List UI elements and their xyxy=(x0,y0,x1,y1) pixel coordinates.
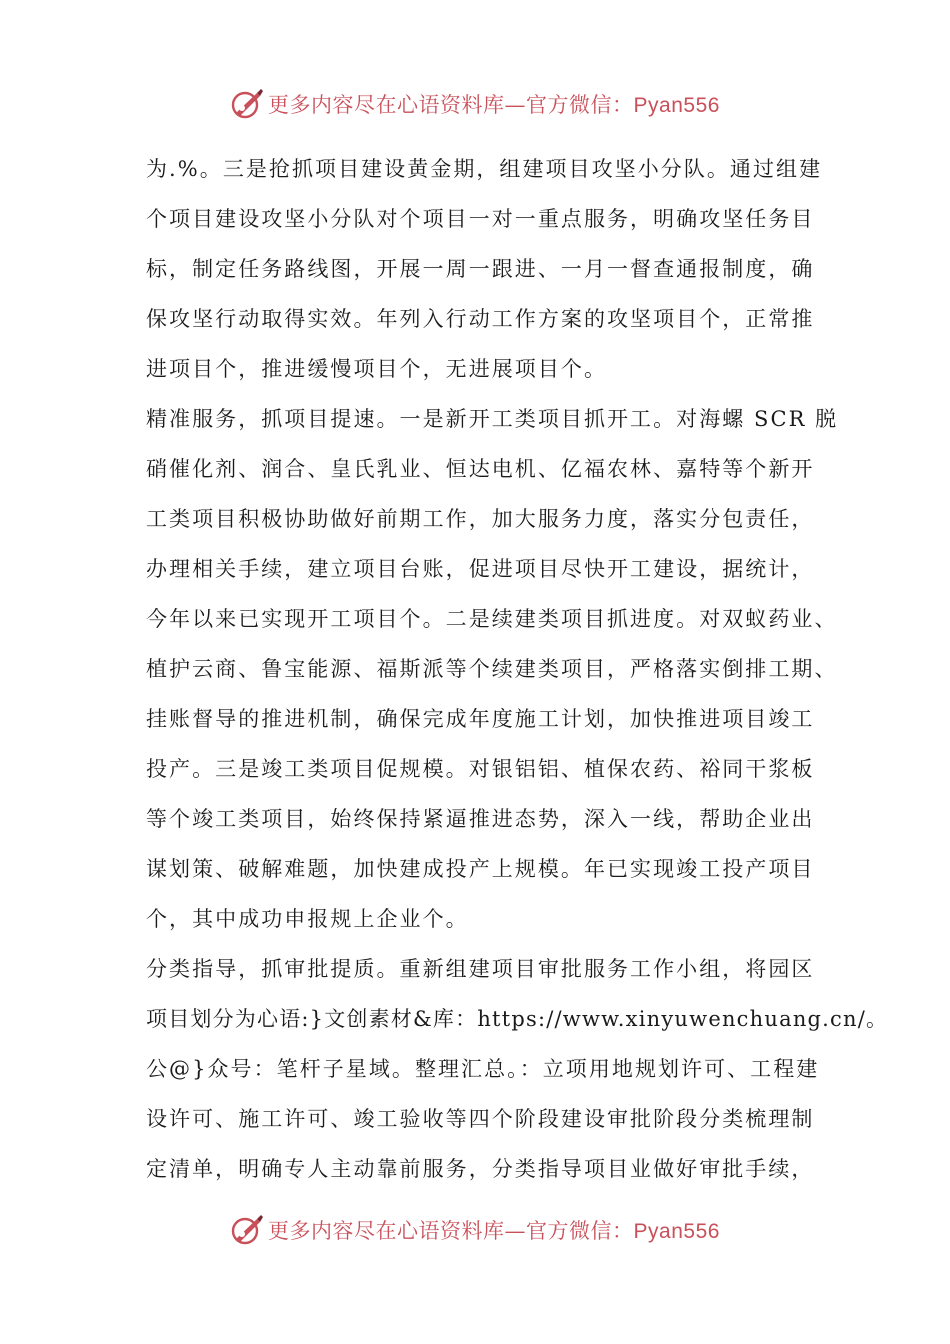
body-line: 个项目建设攻坚小分队对个项目一对一重点服务，明确攻坚任务目 xyxy=(146,207,815,231)
body-line: 工类项目积极协助做好前期工作，加大服务力度，落实分包责任， xyxy=(146,507,815,531)
wechat-id: Pyan556 xyxy=(633,94,720,117)
body-line: 办理相关手续，建立项目台账，促进项目尽快开工建设，据统计， xyxy=(146,557,815,581)
body-line: 分类指导，抓审批提质。重新组建项目审批服务工作小组，将园区 xyxy=(146,957,815,981)
pen-logo-icon xyxy=(230,87,264,121)
header-banner xyxy=(0,84,950,124)
body-line: 保攻坚行动取得实效。年列入行动工作方案的攻坚项目个，正常推 xyxy=(146,307,815,331)
body-line: 公@}众号：笔杆子星域。整理汇总。：立项用地规划许可、工程建 xyxy=(146,1057,820,1081)
body-line: 项目划分为心语:}文创素材&库：https://www.xinyuwenchuang.cn/。 xyxy=(146,1007,889,1031)
body-line: 设许可、施工许可、竣工验收等四个阶段建设审批阶段分类梳理制 xyxy=(146,1107,815,1131)
body-line: 定清单，明确专人主动靠前服务，分类指导项目业做好审批手续， xyxy=(146,1157,815,1181)
wechat-id: Pyan556 xyxy=(633,1220,720,1243)
body-line: 挂账督导的推进机制，确保完成年度施工计划，加快推进项目竣工 xyxy=(146,707,815,731)
footer-banner xyxy=(0,1210,950,1250)
body-line: 标，制定任务路线图，开展一周一跟进、一月一督查通报制度，确 xyxy=(146,257,815,281)
banner-text: 更多内容尽在心语资料库—官方微信：Pyan556 xyxy=(268,93,720,117)
banner-text: 更多内容尽在心语资料库—官方微信：Pyan556 xyxy=(268,1219,720,1243)
body-line: 投产。三是竣工类项目促规模。对银铝铝、植保农药、裕同干浆板 xyxy=(146,757,815,781)
body-line: 谋划策、破解难题，加快建成投产上规模。年已实现竣工投产项目 xyxy=(146,857,815,881)
body-line: 为.%。三是抢抓项目建设黄金期，组建项目攻坚小分队。通过组建 xyxy=(146,157,823,181)
pen-logo-icon xyxy=(230,1213,264,1247)
body-line: 植护云商、鲁宝能源、福斯派等个续建类项目，严格落实倒排工期、 xyxy=(146,657,838,681)
body-line: 精准服务，抓项目提速。一是新开工类项目抓开工。对海螺 SCR 脱 xyxy=(146,407,839,431)
body-line: 进项目个，推进缓慢项目个，无进展项目个。 xyxy=(146,357,607,381)
body-line: 硝催化剂、润合、皇氏乳业、恒达电机、亿福农林、嘉特等个新开 xyxy=(146,457,815,481)
body-line: 今年以来已实现开工项目个。二是续建类项目抓进度。对双蚁药业、 xyxy=(146,607,838,631)
body-line: 等个竣工类项目，始终保持紧逼推进态势，深入一线，帮助企业出 xyxy=(146,807,815,831)
body-line: 个，其中成功申报规上企业个。 xyxy=(146,907,469,931)
document-body xyxy=(146,144,889,1194)
